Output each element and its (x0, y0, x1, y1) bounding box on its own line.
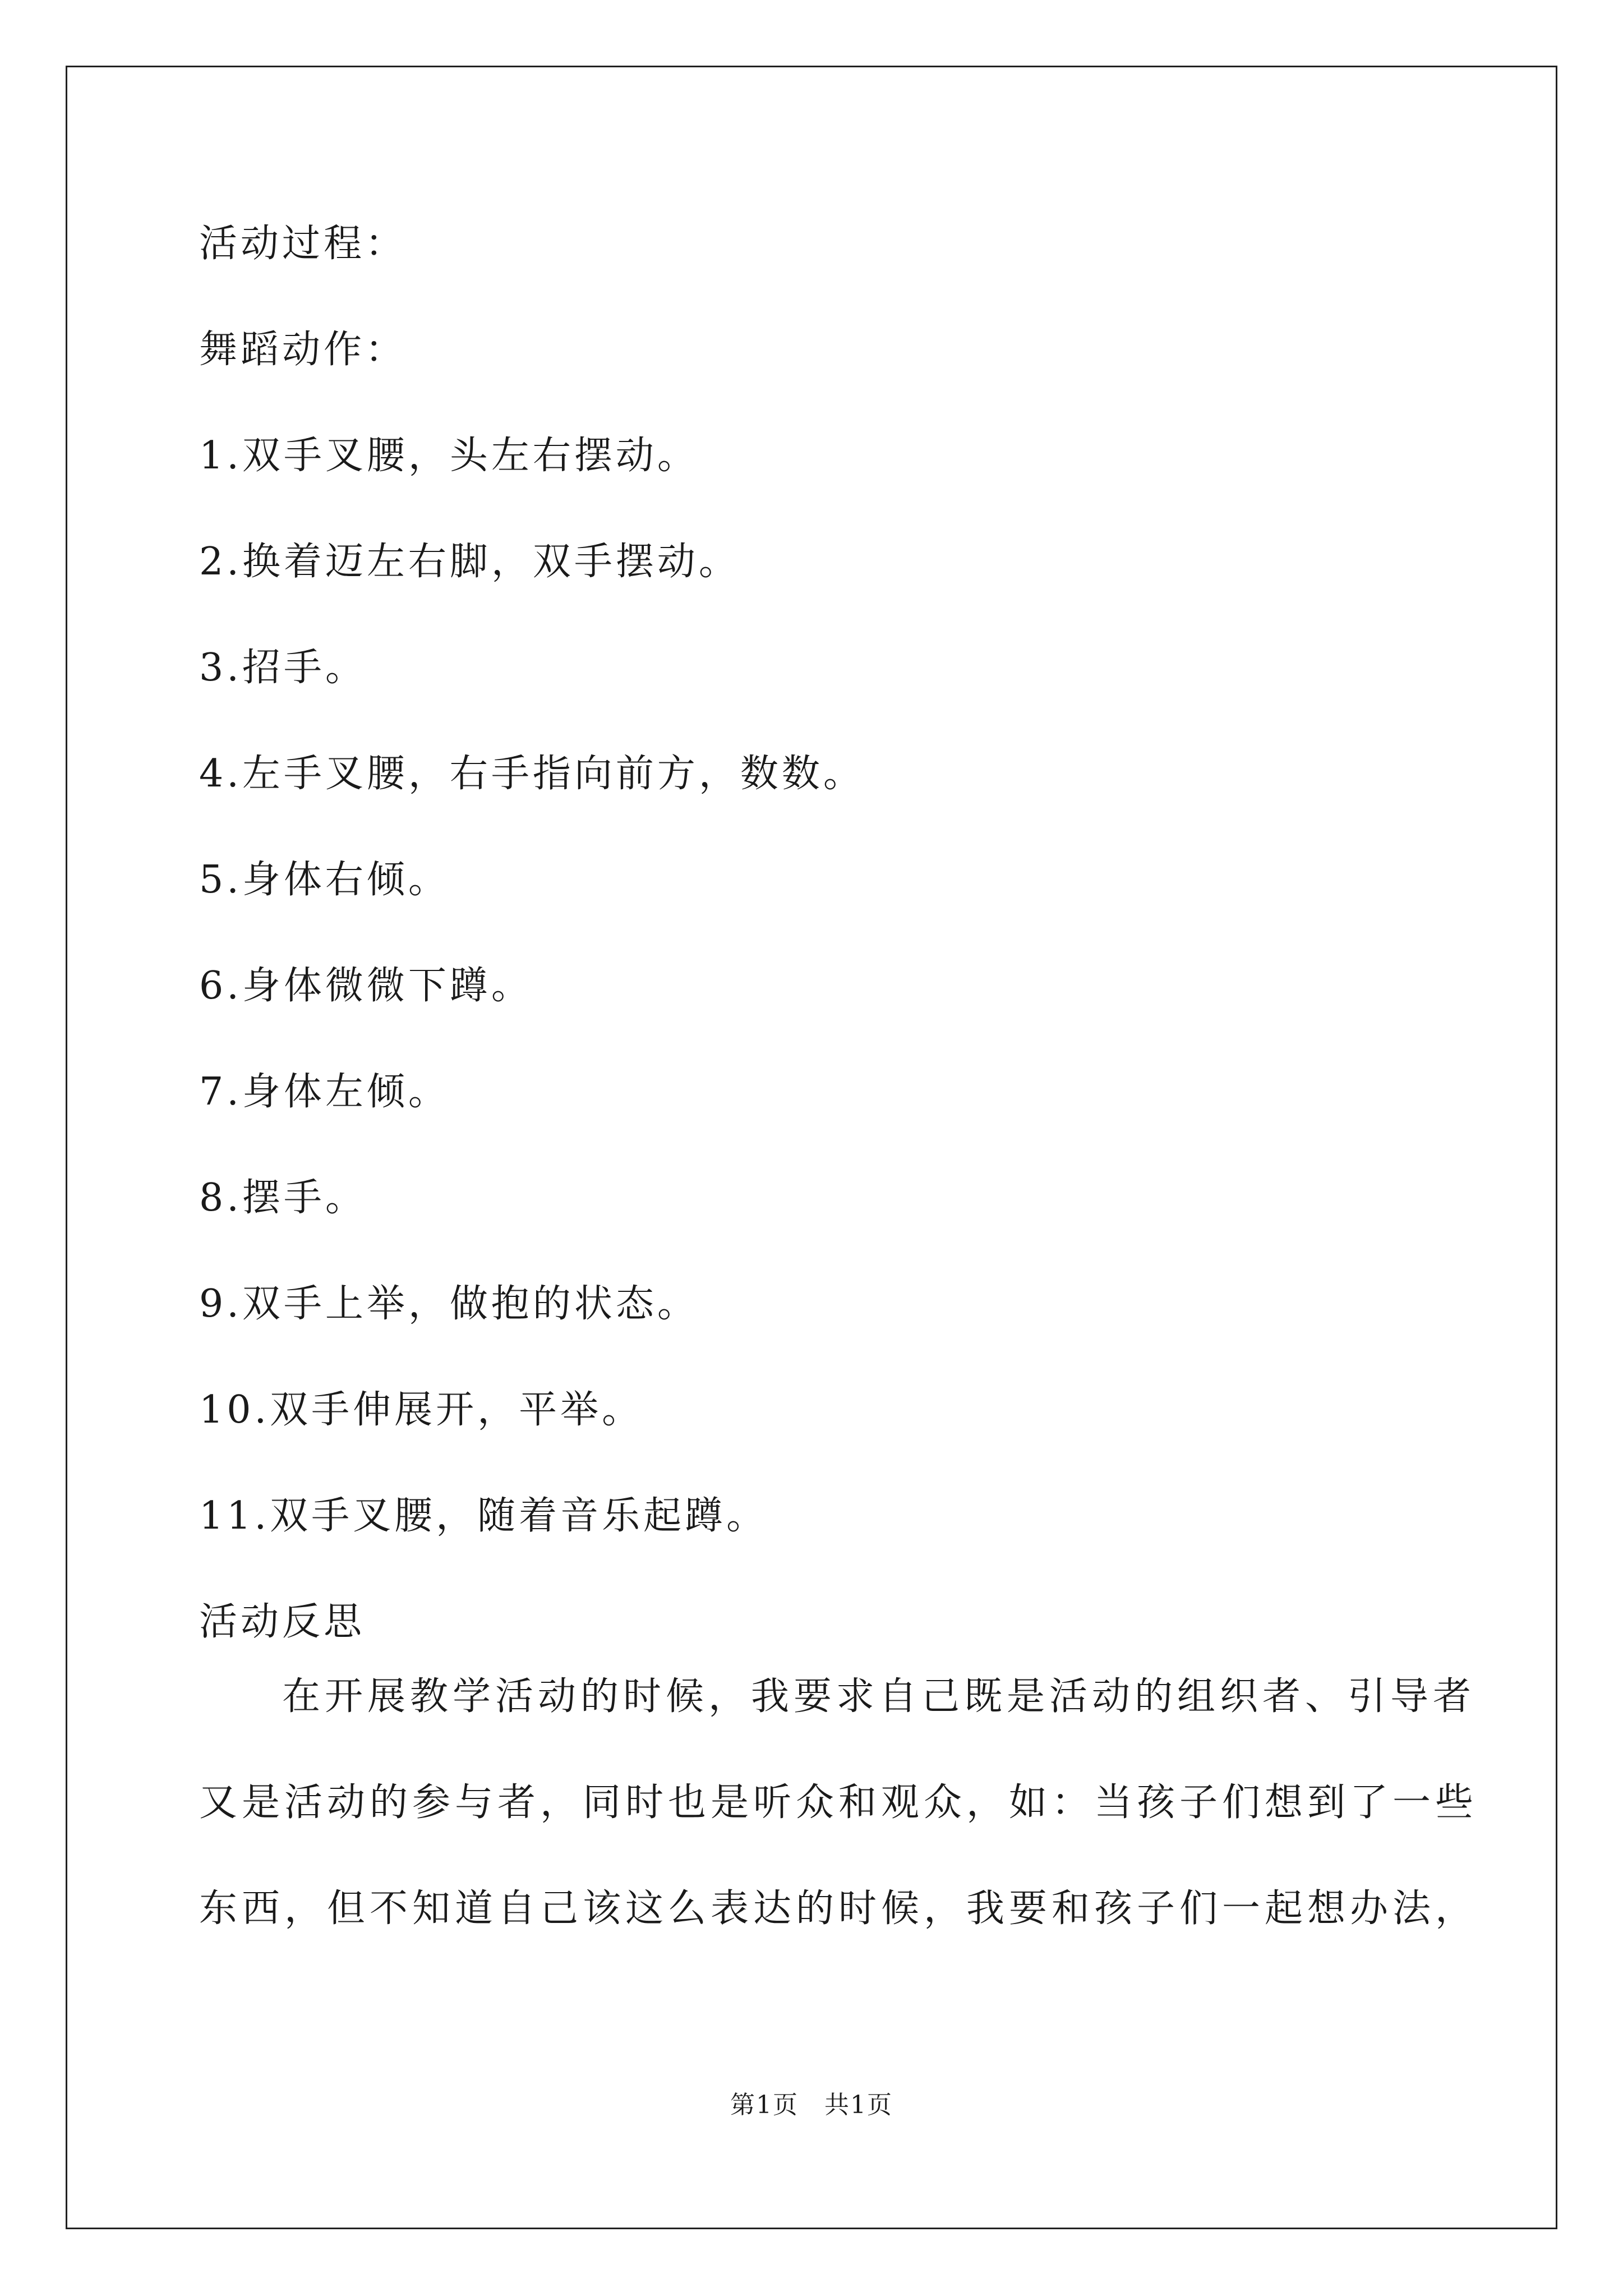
list-item: 1.双手叉腰，头左右摆动。 (199, 434, 699, 478)
list-item: 5.身体右倾。 (199, 858, 450, 902)
list-item: 3.招手。 (199, 646, 367, 690)
list-item: 4.左手叉腰，右手指向前方，数数。 (199, 752, 865, 796)
list-item: 9.双手上举，做抱的状态。 (199, 1282, 699, 1326)
reflection-paragraph (199, 1674, 1478, 1993)
list-item: 8.摆手。 (199, 1176, 367, 1220)
list-item: 2.换着迈左右脚，双手摆动。 (199, 540, 740, 584)
list-item: 10.双手伸展开，平举。 (199, 1388, 644, 1432)
section-heading-reflection: 活动反思 (199, 1600, 366, 1644)
list-item: 6.身体微微下蹲。 (199, 964, 533, 1008)
subheading-dance-moves: 舞蹈动作： (199, 328, 407, 372)
paragraph-line: 在开展教学活动的时候，我要求自己既是活动的组织者、引导者 (282, 1674, 1476, 1719)
list-item: 11.双手叉腰，随着音乐起蹲。 (199, 1494, 768, 1538)
document-body (199, 222, 1433, 1706)
page-footer: 第1页 共1页 (730, 2091, 893, 2119)
paragraph-line: 又是活动的参与者，同时也是听众和观众，如：当孩子们想到了一些 (199, 1780, 1478, 1825)
section-heading-process: 活动过程： (199, 222, 407, 266)
list-item: 7.身体左倾。 (199, 1070, 450, 1114)
paragraph-line: 东西，但不知道自己该这么表达的时候，我要和孩子们一起想办法， (199, 1887, 1478, 1931)
